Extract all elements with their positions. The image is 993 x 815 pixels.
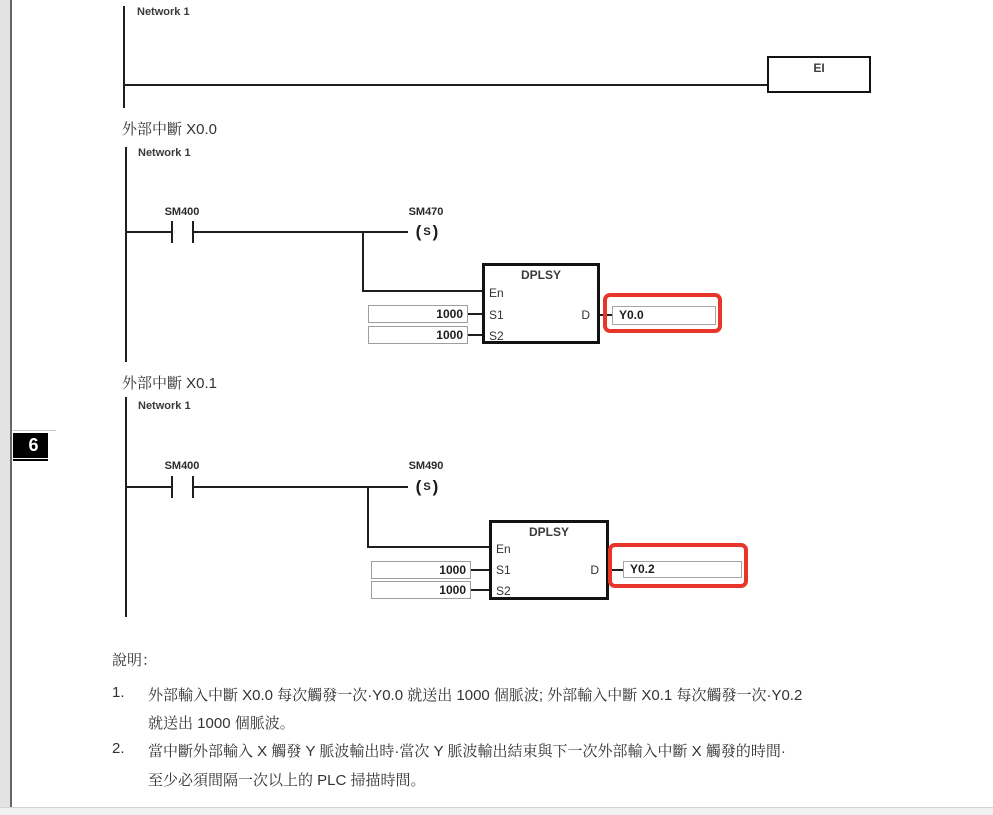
rung-line (194, 486, 408, 488)
s2-operand-box: 1000 (368, 326, 468, 344)
coil-set-symbol: S (423, 481, 431, 493)
pin-s2: S2 (489, 329, 504, 343)
branch-line (362, 231, 364, 292)
pin-s1: S1 (489, 308, 504, 322)
coil-open-paren: ( (415, 222, 422, 241)
coil-open-paren: ( (415, 477, 422, 496)
section-heading-x01: 外部中斷 X0.1 (122, 375, 218, 392)
list-item-text: 外部輸入中斷 X0.0 每次觸發一次·Y0.0 就送出 1000 個脈波; 外部輸入中斷 X0.1 每次觸發一次·Y0.2 (148, 687, 803, 704)
pin-stub-line (468, 334, 482, 336)
block-title: DPLSY (520, 268, 561, 282)
list-item-text: 至少必須間隔一次以上的 PLC 掃描時間。 (148, 772, 426, 789)
s2-operand-box: 1000 (371, 581, 471, 599)
section-heading-x00: 外部中斷 X0.0 (122, 121, 218, 138)
pin-en: En (489, 286, 504, 300)
coil-label-sm470: SM470 (408, 206, 444, 218)
set-coil-icon (404, 476, 450, 498)
set-coil-icon (404, 221, 450, 243)
coil-label-sm490: SM490 (408, 460, 444, 472)
list-item-text: 就送出 1000 個脈波。 (148, 715, 295, 732)
dplsy-function-block (489, 520, 609, 600)
pin-d: D (590, 563, 599, 577)
list-item-number: 1. (112, 684, 125, 701)
power-rail (125, 397, 127, 617)
network-label: Network 1 (138, 400, 191, 412)
chapter-tab-topline (13, 430, 56, 431)
pin-s2: S2 (496, 584, 511, 598)
contact-icon (171, 476, 173, 498)
list-item-number: 2. (112, 740, 125, 757)
explanation-heading: 說明： (112, 652, 158, 669)
rung-line (125, 231, 171, 233)
contact-icon (171, 221, 173, 243)
rung-line (125, 486, 171, 488)
power-rail (125, 147, 127, 362)
coil-close-paren: ) (432, 477, 439, 496)
pin-stub-line (471, 569, 489, 571)
power-rail (123, 6, 125, 108)
pin-stub-line (468, 313, 482, 315)
pin-d: D (581, 308, 590, 322)
contact-label-sm400: SM400 (164, 460, 200, 472)
block-title: DPLSY (528, 525, 569, 539)
rung-line (123, 84, 769, 86)
ei-instruction-block: EI (767, 56, 871, 93)
branch-line (362, 290, 482, 292)
output-operand-y00: Y0.0 (612, 306, 716, 325)
rung-line (194, 231, 408, 233)
s1-operand-box: 1000 (368, 305, 468, 323)
chapter-tab-badge: 6 (13, 433, 48, 458)
s1-operand-box: 1000 (371, 561, 471, 579)
dplsy-function-block (482, 263, 600, 344)
contact-label-sm400: SM400 (164, 206, 200, 218)
chapter-tab-underline (13, 459, 48, 461)
network-label: Network 1 (137, 6, 190, 18)
coil-close-paren: ) (432, 222, 439, 241)
branch-line (367, 546, 489, 548)
output-operand-y02: Y0.2 (623, 561, 742, 578)
page-left-border (0, 0, 12, 815)
pin-s1: S1 (496, 563, 511, 577)
network-label: Network 1 (138, 147, 191, 159)
pin-en: En (496, 542, 511, 556)
page-footer-bar (0, 807, 993, 815)
list-item-text: 當中斷外部輸入 X 觸發 Y 脈波輸出時·當次 Y 脈波輸出結束與下一次外部輸入中斷 X 觸發的時間· (148, 743, 786, 760)
pin-stub-line (471, 589, 489, 591)
coil-set-symbol: S (423, 226, 431, 238)
branch-line (367, 486, 369, 548)
